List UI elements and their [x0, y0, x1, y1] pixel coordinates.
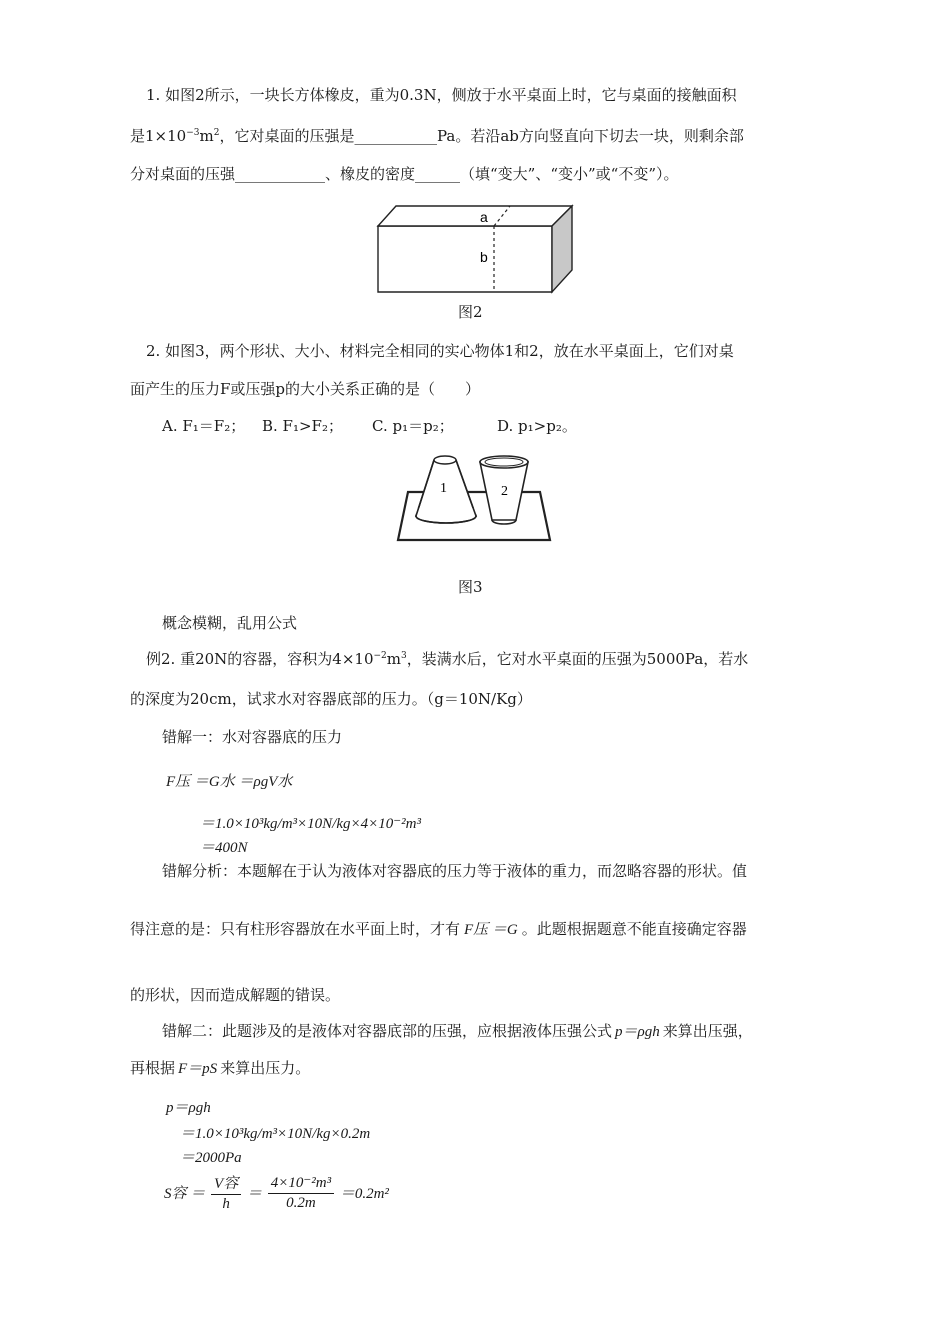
example-line1-b: m — [386, 650, 402, 668]
fig3-label-2: 2 — [501, 484, 508, 499]
wrong2-eq4-frac2-den: 0.2m — [286, 1195, 316, 1211]
q2-option-a: A. F₁＝F₂； — [162, 417, 246, 435]
wrong2-line2-formula: F＝pS — [178, 1061, 218, 1077]
wrong2-eq4-frac1-num: V容 — [211, 1172, 241, 1195]
q2-option-d: D. p₁>p₂。 — [497, 417, 577, 435]
q2-option-b: B. F₁>F₂； — [262, 417, 343, 435]
fig2-label-b: b — [480, 249, 488, 265]
example-line1-sup: 3 — [401, 651, 407, 661]
wrong1-title: 错解一：水对容器底的压力 — [162, 728, 343, 746]
wrong2-line1-b: 来算出压强， — [662, 1022, 753, 1040]
q1-line2-a: 是1×10 — [130, 127, 187, 145]
fig3-label-1: 1 — [440, 481, 447, 496]
figure-3-caption: 图3 — [458, 578, 483, 596]
wrong2-eq3: ＝2000Pa — [180, 1150, 242, 1166]
wrong2-line1 — [162, 1020, 753, 1041]
analysis-line2 — [130, 918, 747, 939]
figure-3-frustums — [394, 450, 554, 546]
wrong2-line1-a: 错解二：此题涉及的是液体对容器底部的压强，应根据液体压强公式 — [162, 1022, 613, 1040]
wrong2-line2-a: 再根据 — [130, 1059, 176, 1077]
q2-option-c: C. p₁＝p₂； — [372, 417, 454, 435]
example-line1-c: ，装满水后，它对水平桌面的压强为5000Pa，若水 — [406, 650, 749, 668]
analysis-line3: 的形状，因而造成解题的错误。 — [130, 986, 341, 1004]
analysis-line2-formula: F压 ＝G — [464, 922, 518, 938]
q1-line2-c: ，它对桌面的压强是___________Pa。若沿ab方向竖直向下切去一块，则剩余部 — [219, 127, 744, 145]
wrong1-eq3: ＝400N — [200, 840, 248, 856]
wrong2-eq4-frac2 — [268, 1173, 334, 1212]
q1-line2 — [130, 125, 744, 146]
wrong2-line2-b: 来算出压力。 — [220, 1059, 311, 1077]
q2-line2: 面产生的压力F或压强p的大小关系正确的是（ ） — [130, 380, 481, 398]
wrong2-eq4-frac1-den: h — [222, 1196, 230, 1212]
q1-line2-b: m — [199, 127, 214, 145]
wrong2-eq4: S容 ＝ $\frac{\text{V容}}{h}$ ＝ $\frac{\text{4×10⁻²m³}}{0.2m}$ ＝0.2m² — [164, 1172, 389, 1213]
analysis-line2-b: 。此题根据题意不能直接确定容器 — [521, 920, 747, 938]
example-line1-exp: −2 — [373, 651, 387, 661]
wrong1-eq1: F压 ＝G水 ＝ρgV水 — [166, 774, 293, 790]
q1-line3: 分对桌面的压强____________、橡皮的密度______（填“变大”、“变小”或“不变”）。 — [130, 165, 679, 183]
example-line1 — [146, 648, 748, 669]
q1-line1: 1. 如图2所示，一块长方体橡皮，重为0.3N，侧放于水平桌面上时，它与桌面的接触面积 — [146, 86, 737, 104]
figure-2-eraser — [370, 200, 580, 298]
q2-line1: 2. 如图3，两个形状、大小、材料完全相同的实心物体1和2，放在水平桌面上，它们对桌 — [146, 342, 734, 360]
figure-2-caption: 图2 — [458, 303, 483, 321]
wrong2-eq2: ＝1.0×10³kg/m³×10N/kg×0.2m — [180, 1126, 371, 1142]
wrong2-eq4-rhs: ＝0.2m² — [339, 1186, 389, 1202]
fig2-label-a: a — [480, 209, 488, 225]
wrong2-line1-formula: p＝ρgh — [615, 1024, 660, 1040]
wrong2-eq4-frac1 — [211, 1172, 241, 1213]
section-title: 概念模糊，乱用公式 — [162, 614, 298, 632]
wrong2-eq1: p＝ρgh — [166, 1100, 211, 1116]
analysis-line2-a: 得注意的是：只有柱形容器放在水平面上时，才有 — [130, 920, 461, 938]
wrong2-eq4-frac2-num: 4×10⁻²m³ — [268, 1173, 334, 1194]
analysis-line1: 错解分析：本题解在于认为液体对容器底的压力等于液体的重力，而忽略容器的形状。值 — [162, 862, 748, 880]
wrong1-eq2: ＝1.0×10³kg/m³×10N/kg×4×10⁻²m³ — [200, 816, 421, 832]
example-line1-a: 例2. 重20N的容器，容积为4×10 — [146, 650, 374, 668]
wrong2-eq4-lhs: S容 — [164, 1186, 187, 1202]
q1-line2-exp: −3 — [186, 128, 200, 138]
q1-line2-sup: 2 — [213, 128, 220, 138]
example-line2: 的深度为20cm，试求水对容器底部的压力。（g＝10N/Kg） — [130, 690, 532, 708]
wrong2-line2 — [130, 1057, 310, 1078]
